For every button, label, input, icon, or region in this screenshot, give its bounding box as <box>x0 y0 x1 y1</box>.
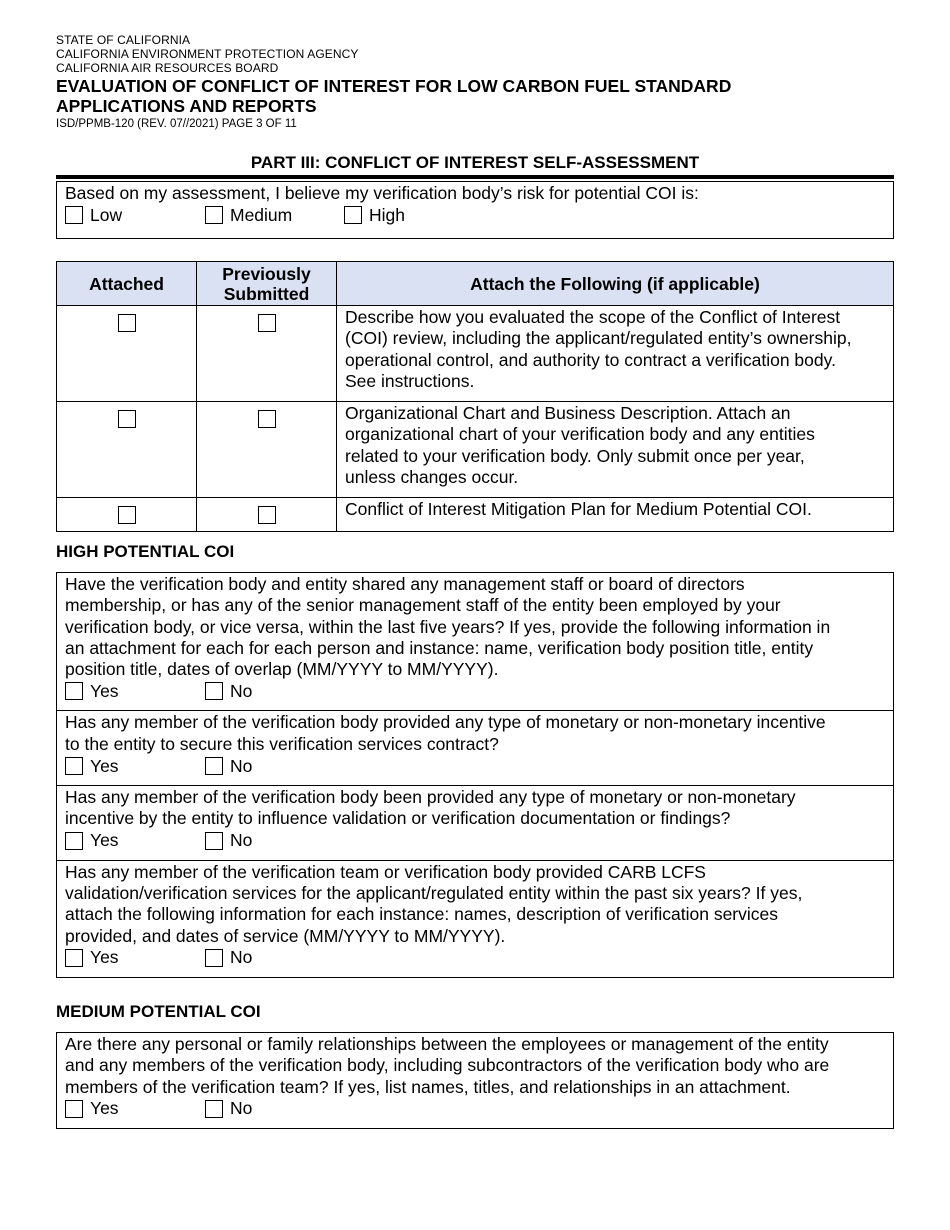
question-line: position title, dates of overlap (MM/YYYY to MM/YYYY). <box>65 659 499 680</box>
attachments-header-row <box>57 262 894 306</box>
attached-checkbox-3[interactable] <box>118 506 136 524</box>
yes-no-options <box>65 755 885 777</box>
attachments-table <box>56 261 894 532</box>
question-line: an attachment for each for each person and instance: name, verification body position title, entity <box>65 637 814 658</box>
desc-line: Describe how you evaluated the scope of the Conflict of Interest <box>345 307 841 327</box>
risk-high-checkbox[interactable] <box>344 206 362 224</box>
agency-line-state: STATE OF CALIFORNIA <box>56 33 191 47</box>
risk-options <box>65 204 885 226</box>
no-option[interactable] <box>205 756 252 777</box>
yes-option[interactable] <box>65 756 205 777</box>
question-line: provided, and dates of service (MM/YYYY to MM/YYYY). <box>65 925 506 946</box>
risk-medium-checkbox[interactable] <box>205 206 223 224</box>
yes-option[interactable] <box>65 1098 205 1119</box>
no-label: No <box>230 680 253 701</box>
previously-submitted-cell <box>197 306 337 402</box>
desc-line: unless changes occur. <box>345 466 519 487</box>
agency-line-carb: CALIFORNIA AIR RESOURCES BOARD <box>56 61 279 75</box>
table-row <box>57 498 894 532</box>
agency-line-calepa: CALIFORNIA ENVIRONMENT PROTECTION AGENCY <box>56 47 359 61</box>
part-title: PART III: CONFLICT OF INTEREST SELF-ASSESSMENT <box>250 153 700 172</box>
form-title-line2: APPLICATIONS AND REPORTS <box>56 96 317 116</box>
yes-label: Yes <box>90 1098 119 1119</box>
no-option[interactable] <box>205 681 252 702</box>
table-row <box>57 306 894 402</box>
yes-no-options <box>65 947 885 969</box>
attachment-description <box>337 402 894 498</box>
risk-assessment-box <box>56 182 894 239</box>
previously-submitted-checkbox-1[interactable] <box>258 314 276 332</box>
desc-line: related to your verification body. Only submit once per year, <box>345 445 805 466</box>
medium-coi-box <box>56 1032 894 1129</box>
attached-cell <box>57 402 197 498</box>
no-option[interactable] <box>205 1098 252 1119</box>
no-checkbox[interactable] <box>205 1100 223 1118</box>
risk-question: Based on my assessment, I believe my verification body’s risk for potential COI is: <box>65 183 699 203</box>
no-option[interactable] <box>205 947 252 968</box>
no-checkbox[interactable] <box>205 757 223 775</box>
col-header-attach-following: Attach the Following (if applicable) <box>337 262 894 306</box>
risk-high-label: High <box>369 204 405 225</box>
risk-option-low[interactable] <box>65 205 205 226</box>
attached-cell <box>57 498 197 532</box>
question-line: Are there any personal or family relationships between the employees or management of the entity <box>65 1034 829 1054</box>
previously-submitted-cell <box>197 498 337 532</box>
yes-checkbox[interactable] <box>65 682 83 700</box>
previously-submitted-checkbox-2[interactable] <box>258 410 276 428</box>
no-label: No <box>230 1098 253 1119</box>
form-id: ISD/PPMB-120 (REV. 07//2021) PAGE 3 OF 11 <box>56 118 297 130</box>
yes-no-options <box>65 1098 885 1120</box>
yes-checkbox[interactable] <box>65 832 83 850</box>
risk-low-label: Low <box>90 204 123 225</box>
medium-coi-question-1 <box>57 1033 893 1120</box>
yes-no-options <box>65 680 885 702</box>
yes-option[interactable] <box>65 947 205 968</box>
no-checkbox[interactable] <box>205 949 223 967</box>
question-line: Has any member of the verification body been provided any type of monetary or non-monetary <box>65 787 796 808</box>
attached-checkbox-1[interactable] <box>118 314 136 332</box>
yes-label: Yes <box>90 680 119 701</box>
no-checkbox[interactable] <box>205 832 223 850</box>
high-coi-question-1 <box>57 573 893 702</box>
yes-option[interactable] <box>65 830 205 851</box>
col-header-previously-submitted <box>197 262 337 306</box>
form-header <box>56 33 896 131</box>
yes-no-options <box>65 830 885 852</box>
yes-checkbox[interactable] <box>65 949 83 967</box>
high-coi-title: HIGH POTENTIAL COI <box>56 542 235 561</box>
medium-coi-title: MEDIUM POTENTIAL COI <box>56 1002 261 1021</box>
high-coi-box <box>56 572 894 978</box>
question-line: to the entity to secure this verification services contract? <box>65 733 499 754</box>
attached-cell <box>57 306 197 402</box>
high-coi-question-4 <box>57 860 893 969</box>
risk-low-checkbox[interactable] <box>65 206 83 224</box>
high-coi-question-2 <box>57 710 893 777</box>
divider-thick <box>56 175 894 179</box>
no-option[interactable] <box>205 830 252 851</box>
high-coi-question-3 <box>57 785 893 852</box>
yes-label: Yes <box>90 947 119 968</box>
yes-checkbox[interactable] <box>65 1100 83 1118</box>
question-line: membership, or has any of the senior management staff of the entity been employed by your <box>65 595 781 616</box>
yes-label: Yes <box>90 830 119 851</box>
no-checkbox[interactable] <box>205 682 223 700</box>
desc-line: (COI) review, including the applicant/regulated entity’s ownership, <box>345 328 852 349</box>
question-line: members of the verification team? If yes, list names, titles, and relationships in an attachment. <box>65 1076 791 1097</box>
risk-option-medium[interactable] <box>205 205 344 226</box>
table-row <box>57 402 894 498</box>
question-line: attach the following information for each instance: names, description of verification services <box>65 904 778 925</box>
desc-line: Conflict of Interest Mitigation Plan for Medium Potential COI. <box>345 499 812 519</box>
risk-option-high[interactable] <box>344 205 405 226</box>
attachment-description <box>337 306 894 402</box>
yes-option[interactable] <box>65 681 205 702</box>
question-line: Has any member of the verification body provided any type of monetary or non-monetary incentive <box>65 712 826 733</box>
attached-checkbox-2[interactable] <box>118 410 136 428</box>
previously-submitted-cell <box>197 402 337 498</box>
desc-line: organizational chart of your verification body and any entities <box>345 424 815 445</box>
question-line: validation/verification services for the applicant/regulated entity within the past six years? If yes, <box>65 882 803 903</box>
no-label: No <box>230 755 253 776</box>
desc-line: Organizational Chart and Business Description. Attach an <box>345 403 791 423</box>
question-line: incentive by the entity to influence validation or verification documentation or findings? <box>65 808 731 829</box>
col-header-previously-line1: Previously <box>222 263 311 284</box>
form-title-line1: EVALUATION OF CONFLICT OF INTEREST FOR LOW CARBON FUEL STANDARD <box>56 76 732 96</box>
question-line: verification body, or vice versa, within the last five years? If yes, provide the following information in <box>65 616 831 637</box>
question-line: Has any member of the verification team or verification body provided CARB LCFS <box>65 861 706 882</box>
risk-medium-label: Medium <box>230 204 293 225</box>
no-label: No <box>230 830 253 851</box>
desc-line: See instructions. <box>345 370 475 391</box>
question-line: Have the verification body and entity shared any management staff or board of directors <box>65 574 745 594</box>
attachment-description <box>337 498 894 532</box>
question-line: and any members of the verification body, including subcontractors of the verification body who are <box>65 1055 830 1076</box>
yes-checkbox[interactable] <box>65 757 83 775</box>
previously-submitted-checkbox-3[interactable] <box>258 506 276 524</box>
no-label: No <box>230 947 253 968</box>
col-header-previously-line2: Submitted <box>223 283 310 304</box>
desc-line: operational control, and authority to contract a verification body. <box>345 349 836 370</box>
yes-label: Yes <box>90 755 119 776</box>
col-header-attached: Attached <box>57 262 197 306</box>
